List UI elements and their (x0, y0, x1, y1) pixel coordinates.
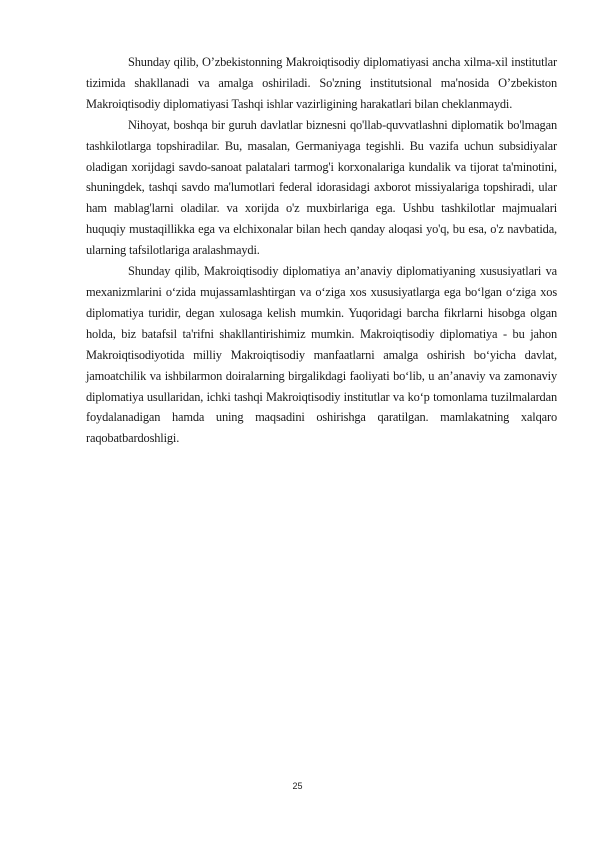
paragraph-institutions: Shunday qilib, O’zbekistonning Makroiqtisodiy diplomatiyasi ancha xilma-xil institutlar tizimida shakllanadi va amalga oshiriladi. So'zning institutsional ma'nosida O’zbekiston Makroiqtisodiy diplomatiyasi Tashqi ishlar vazirligining harakatlari bilan cheklanmaydi. (86, 55, 557, 111)
page-number: 25 (292, 781, 303, 791)
document-body (86, 52, 557, 449)
paragraph-definition: Shunday qilib, Makroiqtisodiy diplomatiya an’anaviy diplomatiyaning xususiyatlari va mexanizmlarini o‘zida mujassamlashtirgan va o‘ziga xos xususiyatlarga ega bo‘lgan o‘ziga xos diplomatiya turidir, degan xulosaga kelish mumkin. Yuqoridagi barcha fikrlarni hisobga olgan holda, biz batafsil ta'rifni shakllantirishimiz mumkin. Makroiqtisodiy diplomatiya - bu jahon Makroiqtisodiyotida milliy Makroiqtisodiy manfaatlarni amalga oshirish bo‘yicha davlat, jamoatchilik va ishbilarmon doiralarning birgalikdagi faoliyati bo‘lib, u an’anaviy va zamonaviy diplomatiya usullaridan, ichki tashqi Makroiqtisodiy institutlar va ko‘p tomonlama tuzilmalardan foydalanadigan hamda uning maqsadini oshirishga qaratilgan. mamlakatning xalqaro raqobatbardoshligi. (86, 264, 557, 446)
paragraph-germany-example: Nihoyat, boshqa bir guruh davlatlar biznesni qo'llab-quvvatlashni diplomatik bo'lmagan tashkilotlarga topshiradilar. Bu, masalan, Germaniyaga tegishli. Bu vazifa uchun subsidiyalar oladigan xorijdagi savdo-sanoat palatalari tarmog'i korxonalariga kundalik va tijorat ta'minotini, shuningdek, tashqi savdo ma'lumotlari federal idorasidagi axborot missiyalariga topshiradi, ular ham mablag'larni oladilar. va xorijda o'z muxbirlariga ega. Ushbu tashkilotlar majmualari huquqiy mustaqillikka ega va elchixonalar bilan hech qanday aloqasi yo'q, bu esa, o'z navbatida, ularning tafsilotlariga aralashmaydi. (86, 117, 557, 258)
